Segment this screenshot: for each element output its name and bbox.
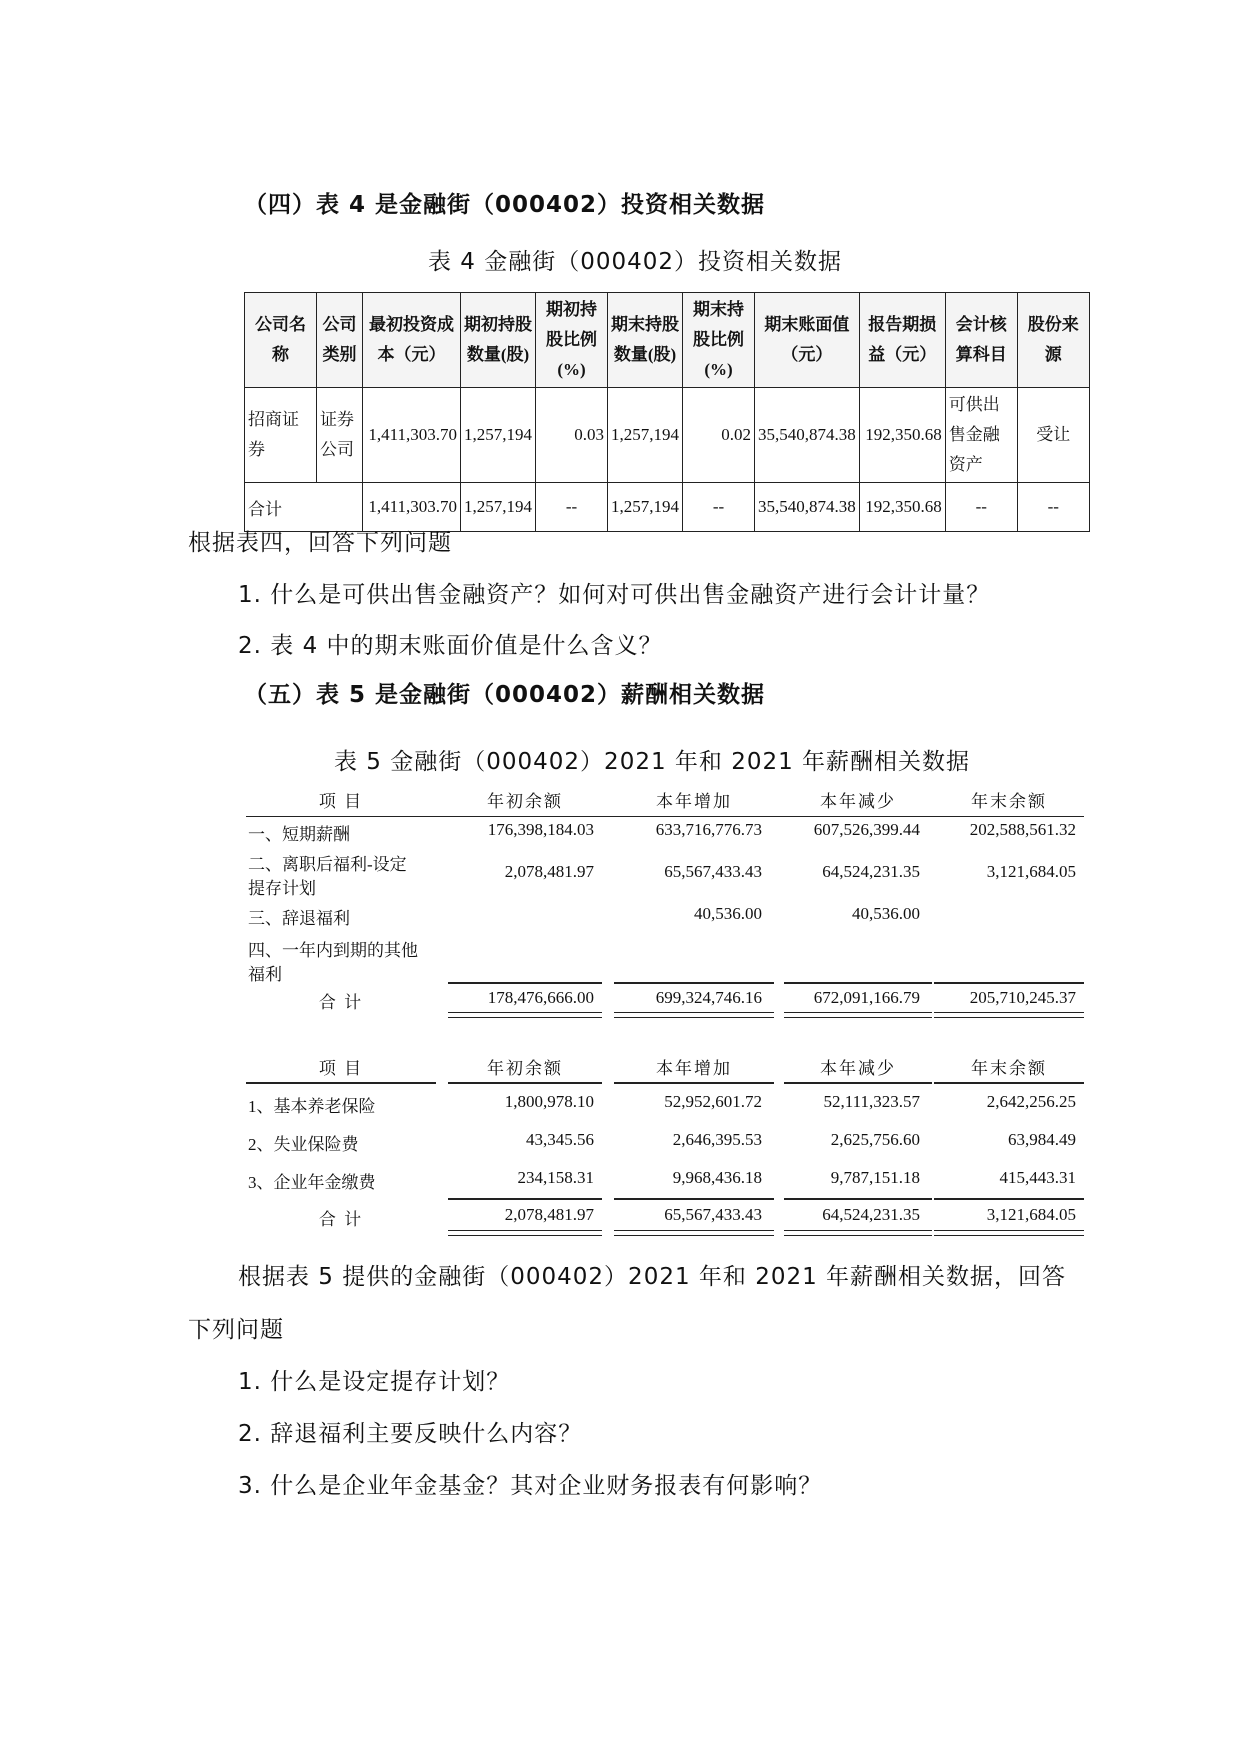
- table5a-header-cell: 项 目: [318, 792, 364, 811]
- table5b-total-label: 合 计: [318, 1210, 364, 1229]
- section4-question-2: 2. 表 4 中的期末账面价值是什么含义？: [238, 633, 663, 659]
- table5a-cell: 633,716,776.73: [655, 820, 762, 839]
- table5b-cell: 2,625,756.60: [830, 1130, 920, 1149]
- table4-header-row: [245, 293, 1090, 388]
- table5a-total-cell: 178,476,666.00: [487, 988, 594, 1007]
- table5b-item: 1、基本养老保险: [248, 1097, 376, 1116]
- table4-cell: 1,257,194: [608, 388, 683, 483]
- table5b-cell: 63,984.49: [1008, 1130, 1076, 1149]
- table5b-header-cell: 项 目: [318, 1059, 364, 1078]
- section5-question-1: 1. 什么是设定提存计划？: [238, 1369, 511, 1395]
- table5a-total-label: 合 计: [318, 993, 364, 1012]
- table4-header-cell: 期初持股比例(%): [536, 293, 608, 388]
- table5a-double-rule: [934, 1012, 1084, 1018]
- table4-cell: 0.03: [536, 388, 608, 483]
- section4-intro: 根据表四，回答下列问题: [188, 530, 452, 556]
- table4-cell: 证券公司: [317, 388, 363, 483]
- table5b-header-rule: [934, 1082, 1084, 1084]
- table4-header-cell: 最初投资成本（元）: [363, 293, 461, 388]
- table5b-header-rule: [448, 1082, 602, 1084]
- table5b-item: 2、失业保险费: [248, 1135, 359, 1154]
- section5-intro-line1: 根据表 5 提供的金融街（000402）2021 年和 2021 年薪酬相关数据，回答: [238, 1264, 1067, 1290]
- table5a-rule: [614, 982, 774, 984]
- table4-cell: 1,257,194: [608, 483, 683, 532]
- table5a-cell: 2,078,481.97: [504, 862, 594, 881]
- table5a-cell: 607,526,399.44: [813, 820, 920, 839]
- table5b-double-rule: [614, 1230, 774, 1236]
- table5a-cell: 3,121,684.05: [986, 862, 1076, 881]
- table4-cell: --: [536, 483, 608, 532]
- table5b-header-rule: [246, 1082, 436, 1084]
- table4-cell: 受让: [1017, 388, 1089, 483]
- table4-cell: 1,257,194: [461, 388, 536, 483]
- table4-cell: 合计: [245, 483, 363, 532]
- table4-caption: 表 4 金融街（000402）投资相关数据: [428, 249, 843, 275]
- table4: [244, 292, 1090, 532]
- table5b-cell: 43,345.56: [526, 1130, 594, 1149]
- table5b-double-rule: [784, 1230, 932, 1236]
- table5a-double-rule: [614, 1012, 774, 1018]
- table5b-header-cell: 本年增加: [656, 1059, 732, 1078]
- table5a-header-cell: 年初余额: [487, 792, 563, 811]
- section5-question-3: 3. 什么是企业年金基金？其对企业财务报表有何影响？: [238, 1473, 823, 1499]
- table4-header-cell: 会计核算科目: [945, 293, 1017, 388]
- section4-heading: （四）表 4 是金融街（000402）投资相关数据: [244, 192, 766, 218]
- table5a-rule: [784, 982, 932, 984]
- table5a-header-cell: 本年增加: [656, 792, 732, 811]
- table5b-cell: 1,800,978.10: [504, 1092, 594, 1111]
- table5b-rule: [934, 1198, 1084, 1200]
- table5a-item-cont: 提存计划: [248, 879, 316, 898]
- table5b-cell: 52,952,601.72: [664, 1092, 762, 1111]
- table5b-header-rule: [784, 1082, 932, 1084]
- table5a-cell: 40,536.00: [852, 904, 920, 923]
- table5a-item: 二、离职后福利-设定: [248, 855, 407, 874]
- table5a-item: 三、辞退福利: [248, 909, 350, 928]
- table5a-cell: 64,524,231.35: [822, 862, 920, 881]
- table5b-rule: [614, 1198, 774, 1200]
- section4-question-1: 1. 什么是可供出售金融资产？如何对可供出售金融资产进行会计计量？: [238, 582, 991, 608]
- table5b-header-rule: [614, 1082, 774, 1084]
- section5-intro-line2: 下列问题: [188, 1317, 284, 1343]
- table5a-item: 四、一年内到期的其他: [248, 941, 418, 960]
- table4-cell: 招商证券: [245, 388, 317, 483]
- table5b-cell: 234,158.31: [517, 1168, 594, 1187]
- table5a-header-cell: 年末余额: [971, 792, 1047, 811]
- table4-cell: 0.02: [683, 388, 755, 483]
- table5a-double-rule: [448, 1012, 602, 1018]
- table4-cell: 1,411,303.70: [363, 483, 461, 532]
- table-row: [245, 388, 1090, 483]
- table5b-cell: 2,642,256.25: [986, 1092, 1076, 1111]
- table4-cell: 35,540,874.38: [755, 388, 860, 483]
- table4-header-cell: 股份来源: [1017, 293, 1089, 388]
- table4-header-cell: 期初持股数量(股): [461, 293, 536, 388]
- section5-heading: （五）表 5 是金融街（000402）薪酬相关数据: [244, 682, 766, 708]
- table4-cell: 192,350.68: [859, 388, 945, 483]
- table4-cell: 35,540,874.38: [755, 483, 860, 532]
- table5a-total-cell: 699,324,746.16: [655, 988, 762, 1007]
- table5a-total-cell: 205,710,245.37: [969, 988, 1076, 1007]
- table4-header-cell: 公司名称: [245, 293, 317, 388]
- table4-cell: --: [1017, 483, 1089, 532]
- table5a-rule: [448, 982, 602, 984]
- table4-cell: 1,257,194: [461, 483, 536, 532]
- table4-header-cell: 期末持股比例(%): [683, 293, 755, 388]
- table5b-total-cell: 64,524,231.35: [822, 1205, 920, 1224]
- table5-caption: 表 5 金融街（000402）2021 年和 2021 年薪酬相关数据: [334, 749, 971, 775]
- table5b-header-cell: 本年减少: [820, 1059, 896, 1078]
- section5-question-2: 2. 辞退福利主要反映什么内容？: [238, 1421, 583, 1447]
- table5b-total-cell: 65,567,433.43: [664, 1205, 762, 1224]
- table5a-cell: 40,536.00: [694, 904, 762, 923]
- table5a-cell: 65,567,433.43: [664, 862, 762, 881]
- table5a-cell: 202,588,561.32: [969, 820, 1076, 839]
- table5b-double-rule: [448, 1230, 602, 1236]
- table5a-rule: [934, 982, 1084, 984]
- table5b-total-cell: 3,121,684.05: [986, 1205, 1076, 1224]
- table5a-cell: 176,398,184.03: [487, 820, 594, 839]
- table5b-cell: 9,787,151.18: [830, 1168, 920, 1187]
- table5b-cell: 9,968,436.18: [672, 1168, 762, 1187]
- table5b-rule: [784, 1198, 932, 1200]
- table4-header-cell: 公司类别: [317, 293, 363, 388]
- table5b-total-cell: 2,078,481.97: [504, 1205, 594, 1224]
- table4-cell: 1,411,303.70: [363, 388, 461, 483]
- table5a-item: 一、短期薪酬: [248, 825, 350, 844]
- table4-header-cell: 期末账面值（元）: [755, 293, 860, 388]
- table4-cell: 可供出售金融资产: [945, 388, 1017, 483]
- table5a-header-cell: 本年减少: [820, 792, 896, 811]
- table5b-cell: 415,443.31: [999, 1168, 1076, 1187]
- table4-header-cell: 报告期损益（元）: [859, 293, 945, 388]
- table5a-double-rule: [784, 1012, 932, 1018]
- table4-header-cell: 期末持股数量(股): [608, 293, 683, 388]
- table5a-total-cell: 672,091,166.79: [813, 988, 920, 1007]
- table5b-cell: 2,646,395.53: [672, 1130, 762, 1149]
- table5b-cell: 52,111,323.57: [823, 1092, 920, 1111]
- table5a-header-rule: [246, 816, 1084, 817]
- table4-cell: --: [945, 483, 1017, 532]
- table5b-double-rule: [934, 1230, 1084, 1236]
- table4-cell: --: [683, 483, 755, 532]
- table5b-header-cell: 年末余额: [971, 1059, 1047, 1078]
- table5b-rule: [448, 1198, 602, 1200]
- table4-cell: 192,350.68: [859, 483, 945, 532]
- table5a-item-cont: 福利: [248, 965, 282, 984]
- table5b-item: 3、企业年金缴费: [248, 1173, 376, 1192]
- table5b-header-cell: 年初余额: [487, 1059, 563, 1078]
